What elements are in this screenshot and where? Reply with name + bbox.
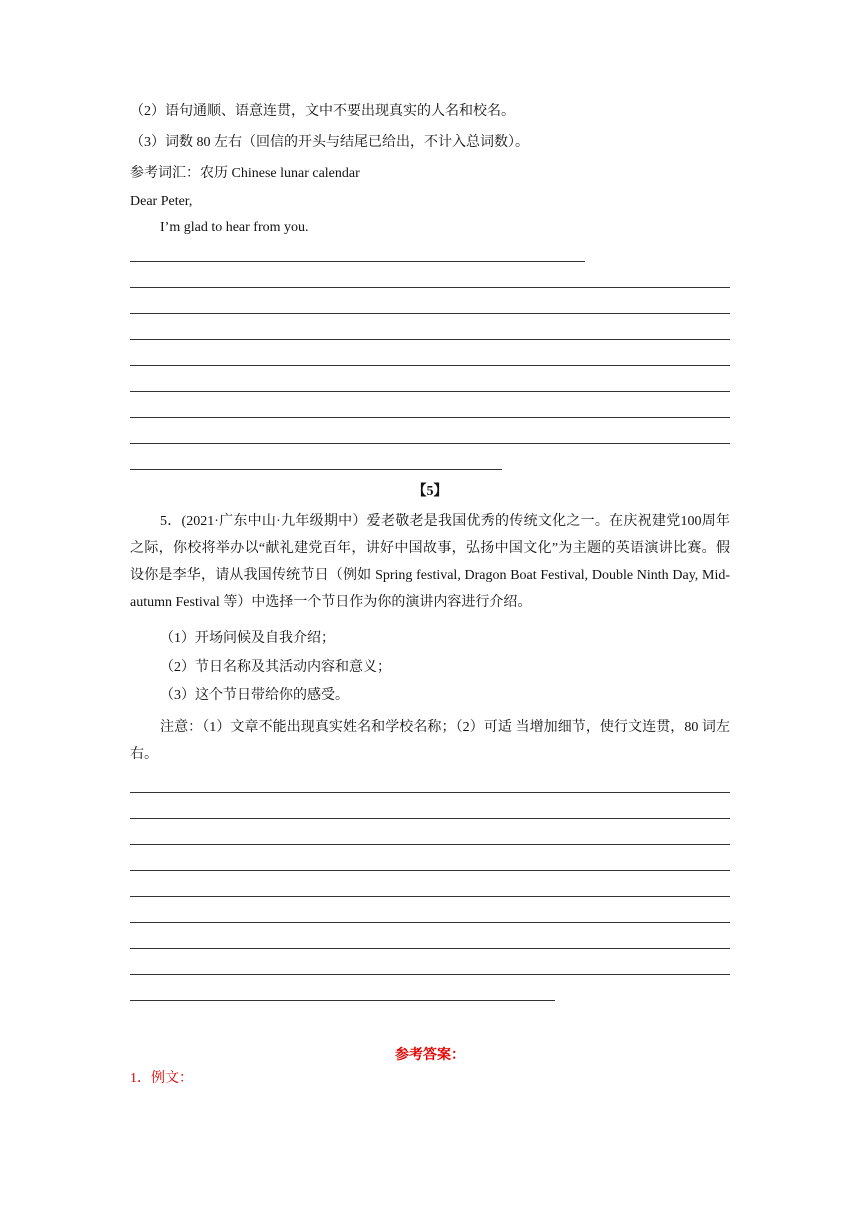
writing-line	[130, 469, 502, 470]
writing-line	[130, 896, 730, 897]
writing-line	[130, 313, 730, 314]
letter-opening: I’m glad to hear from you.	[160, 220, 309, 235]
writing-line	[130, 365, 730, 366]
writing-line	[130, 443, 730, 444]
writing-line	[130, 792, 730, 793]
section-5-title: 【5】	[412, 484, 448, 499]
writing-line	[130, 339, 730, 340]
requirement-2: （2）语句通顺、语意连贯，文中不要出现真实的人名和校名。	[130, 104, 515, 119]
writing-line	[130, 261, 585, 262]
writing-line	[130, 417, 730, 418]
point-3: （3）这个节日带给你的感受。	[160, 688, 349, 703]
point-1: （1）开场问候及自我介绍；	[160, 631, 335, 646]
writing-line	[130, 870, 730, 871]
writing-line	[130, 1000, 555, 1001]
letter-salutation: Dear Peter,	[130, 194, 193, 209]
vocabulary-hint: 参考词汇：农历 Chinese lunar calendar	[130, 166, 360, 181]
section-5-prompt: 5．(2021·广东中山·九年级期中）爱老敬老是我国优秀的传统文化之一。在庆祝建党100周年之际，你校将举办以“献礼建党百年，讲好中国故事，弘扬中国文化”为主题的英语演讲比赛。假设你是李华，请从我国传统节日（例如 Spring festival, Dragon Boat Festival, Double Ninth Day, Mid-autumn Festival 等）中选择一个节日作为你的演讲内容进行介绍。	[130, 514, 730, 610]
section-5-note: 注意：（1）文章不能出现真实姓名和学校名称；（2）可适 当增加细节，使行文连贯，80 词左右。	[130, 720, 730, 762]
point-2: （2）节日名称及其活动内容和意义；	[160, 660, 391, 675]
answers-title: 参考答案：	[395, 1048, 465, 1063]
writing-line	[130, 844, 730, 845]
writing-line	[130, 922, 730, 923]
writing-line	[130, 818, 730, 819]
writing-line	[130, 287, 730, 288]
writing-line	[130, 974, 730, 975]
requirement-3: （3）词数 80 左右（回信的开头与结尾已给出，不计入总词数）。	[130, 135, 529, 150]
answer-item-1: 1．例文：	[130, 1071, 193, 1086]
writing-line	[130, 391, 730, 392]
writing-line	[130, 948, 730, 949]
